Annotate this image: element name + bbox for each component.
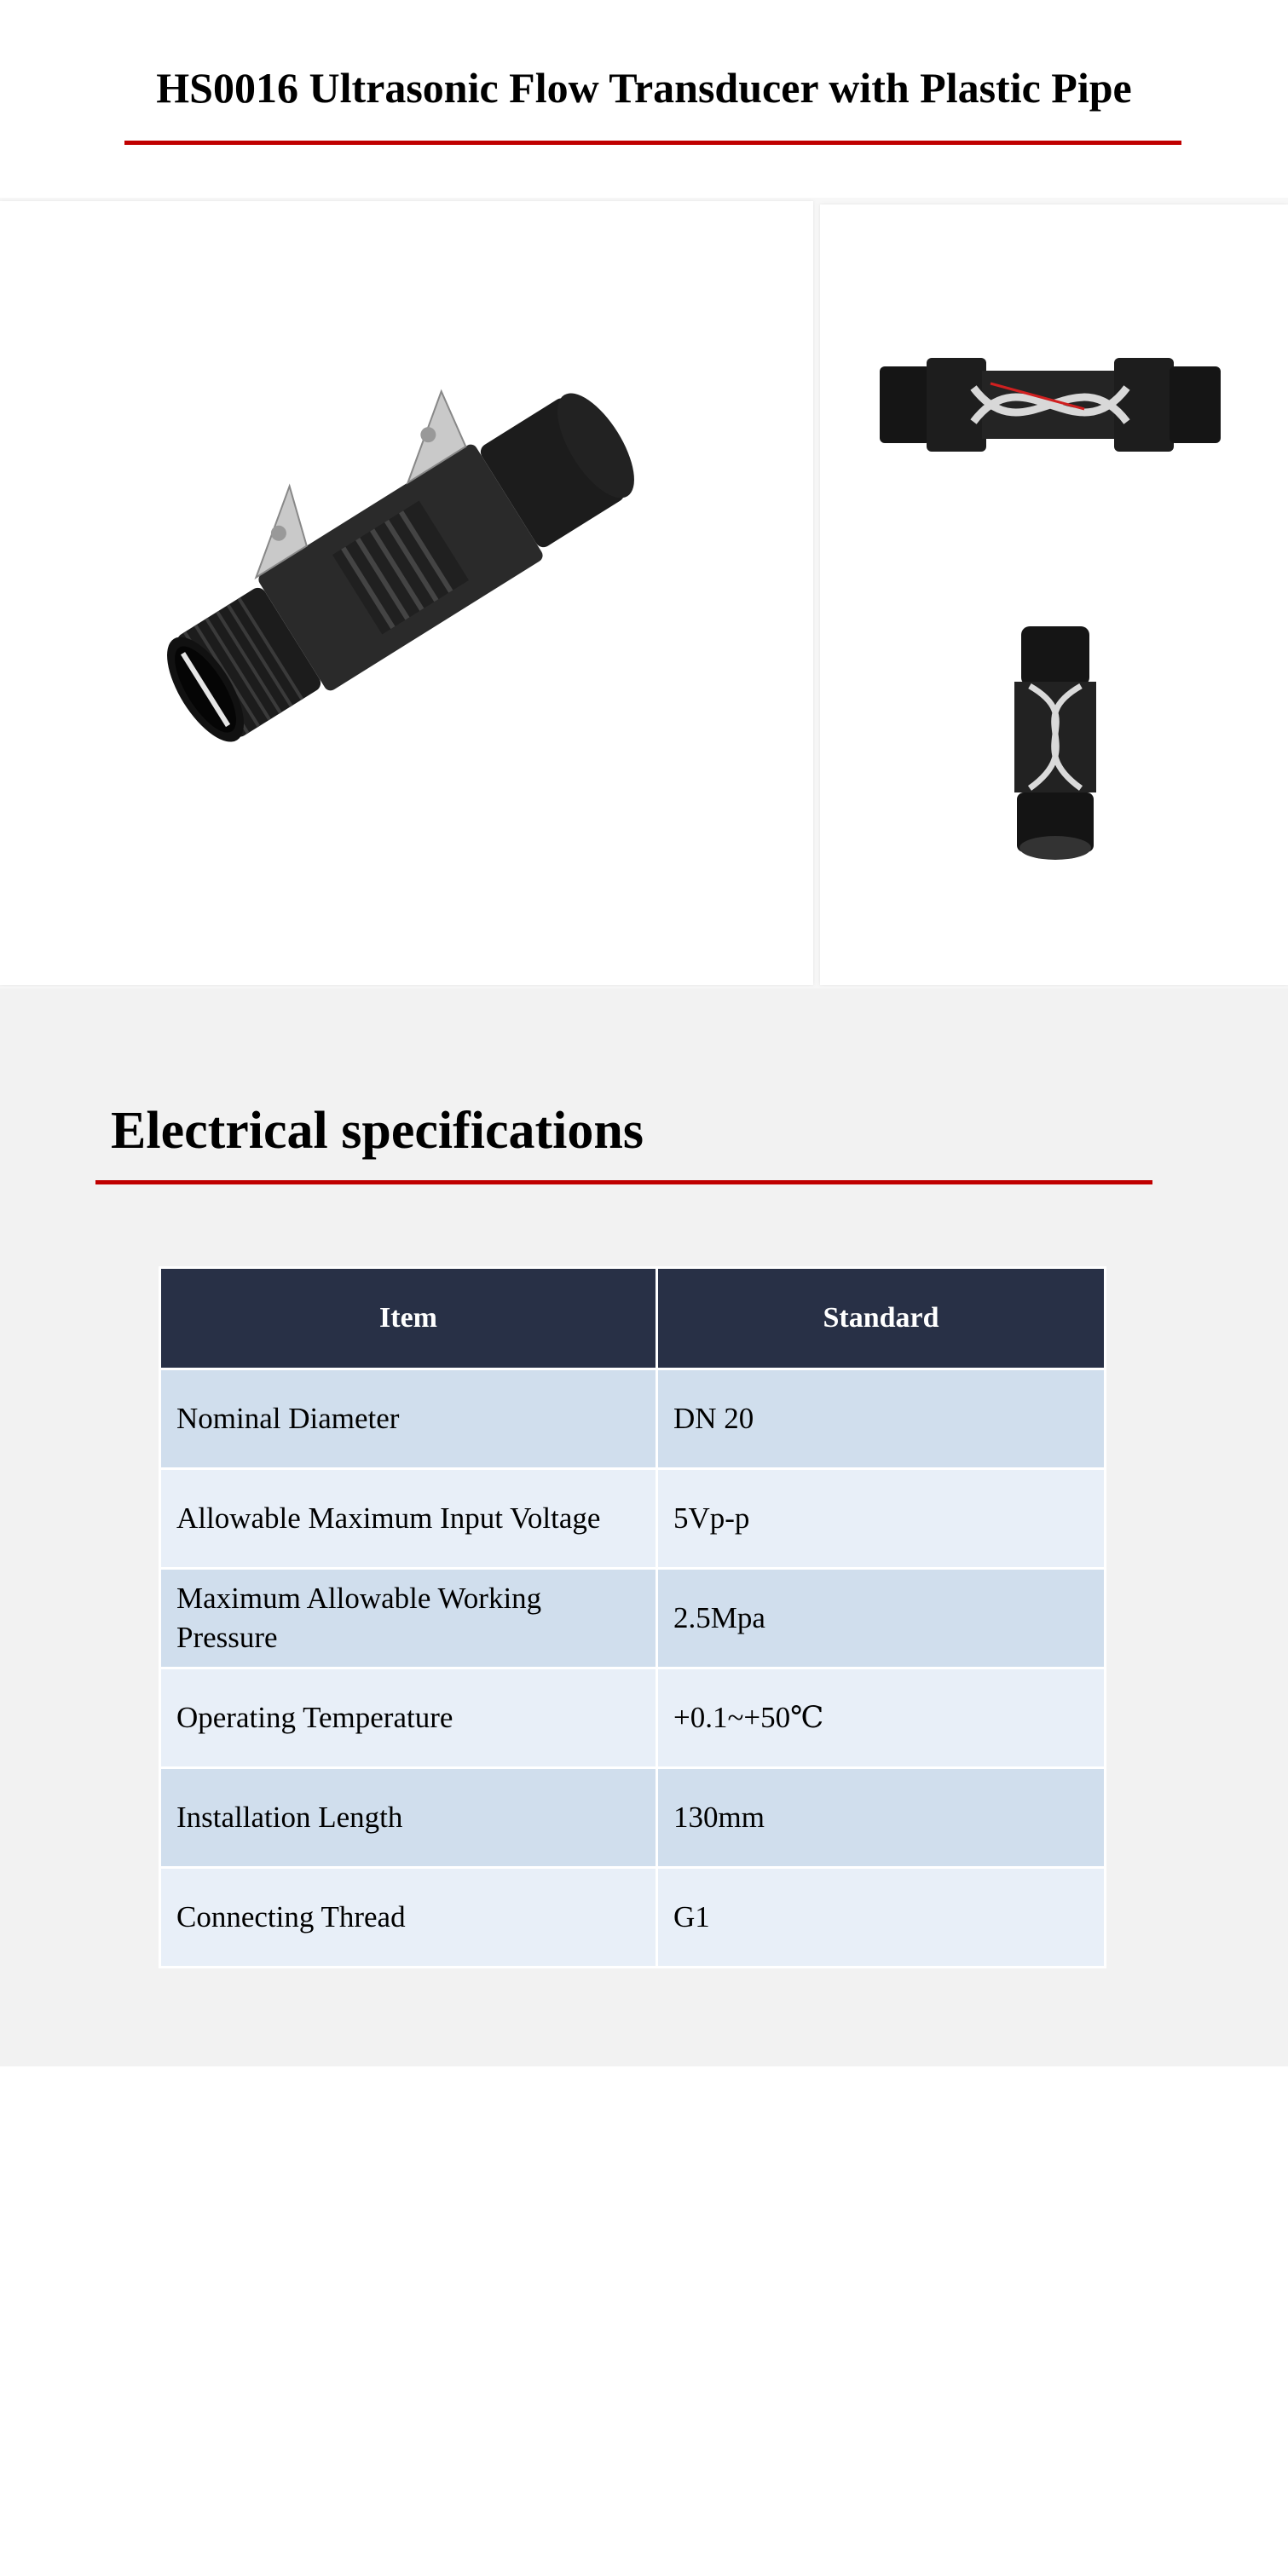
transducer-vertical-photo xyxy=(1014,626,1096,860)
flow-transducer-render-icon xyxy=(0,201,813,985)
title-section xyxy=(0,0,1288,198)
item-cell: Operating Temperature xyxy=(161,1669,656,1766)
table-row xyxy=(161,1769,1104,1866)
specs-table xyxy=(159,1266,1106,1968)
main-product-image[interactable] xyxy=(0,201,813,985)
table-row xyxy=(161,1570,1104,1667)
image-gallery xyxy=(0,198,1288,988)
standard-cell: G1 xyxy=(658,1869,1104,1966)
transducer-horizontal-photo xyxy=(880,358,1221,452)
side-product-images xyxy=(820,205,1288,985)
item-cell: Allowable Maximum Input Voltage xyxy=(161,1470,656,1567)
standard-cell: +0.1~+50℃ xyxy=(658,1669,1104,1766)
table-row xyxy=(161,1669,1104,1766)
standard-cell: 130mm xyxy=(658,1769,1104,1866)
item-cell: Installation Length xyxy=(161,1769,656,1866)
section-title: Electrical specifications xyxy=(111,1102,644,1160)
page-title: HS0016 Ultrasonic Flow Transducer with Plastic Pipe xyxy=(156,64,1132,112)
table-header-row xyxy=(161,1269,1104,1368)
table-row xyxy=(161,1370,1104,1467)
section-divider xyxy=(95,1180,1152,1184)
column-header-item: Item xyxy=(161,1269,656,1368)
table-row xyxy=(161,1869,1104,1966)
title-divider xyxy=(124,141,1181,145)
standard-cell: DN 20 xyxy=(658,1370,1104,1467)
table-row xyxy=(161,1470,1104,1567)
item-cell: Connecting Thread xyxy=(161,1869,656,1966)
column-header-standard: Standard xyxy=(658,1269,1104,1368)
item-cell: Nominal Diameter xyxy=(161,1370,656,1467)
standard-cell: 5Vp-p xyxy=(658,1470,1104,1567)
item-cell: Maximum Allowable Working Pressure xyxy=(161,1570,656,1667)
standard-cell: 2.5Mpa xyxy=(658,1570,1104,1667)
transducer-photos-icon xyxy=(820,205,1288,985)
